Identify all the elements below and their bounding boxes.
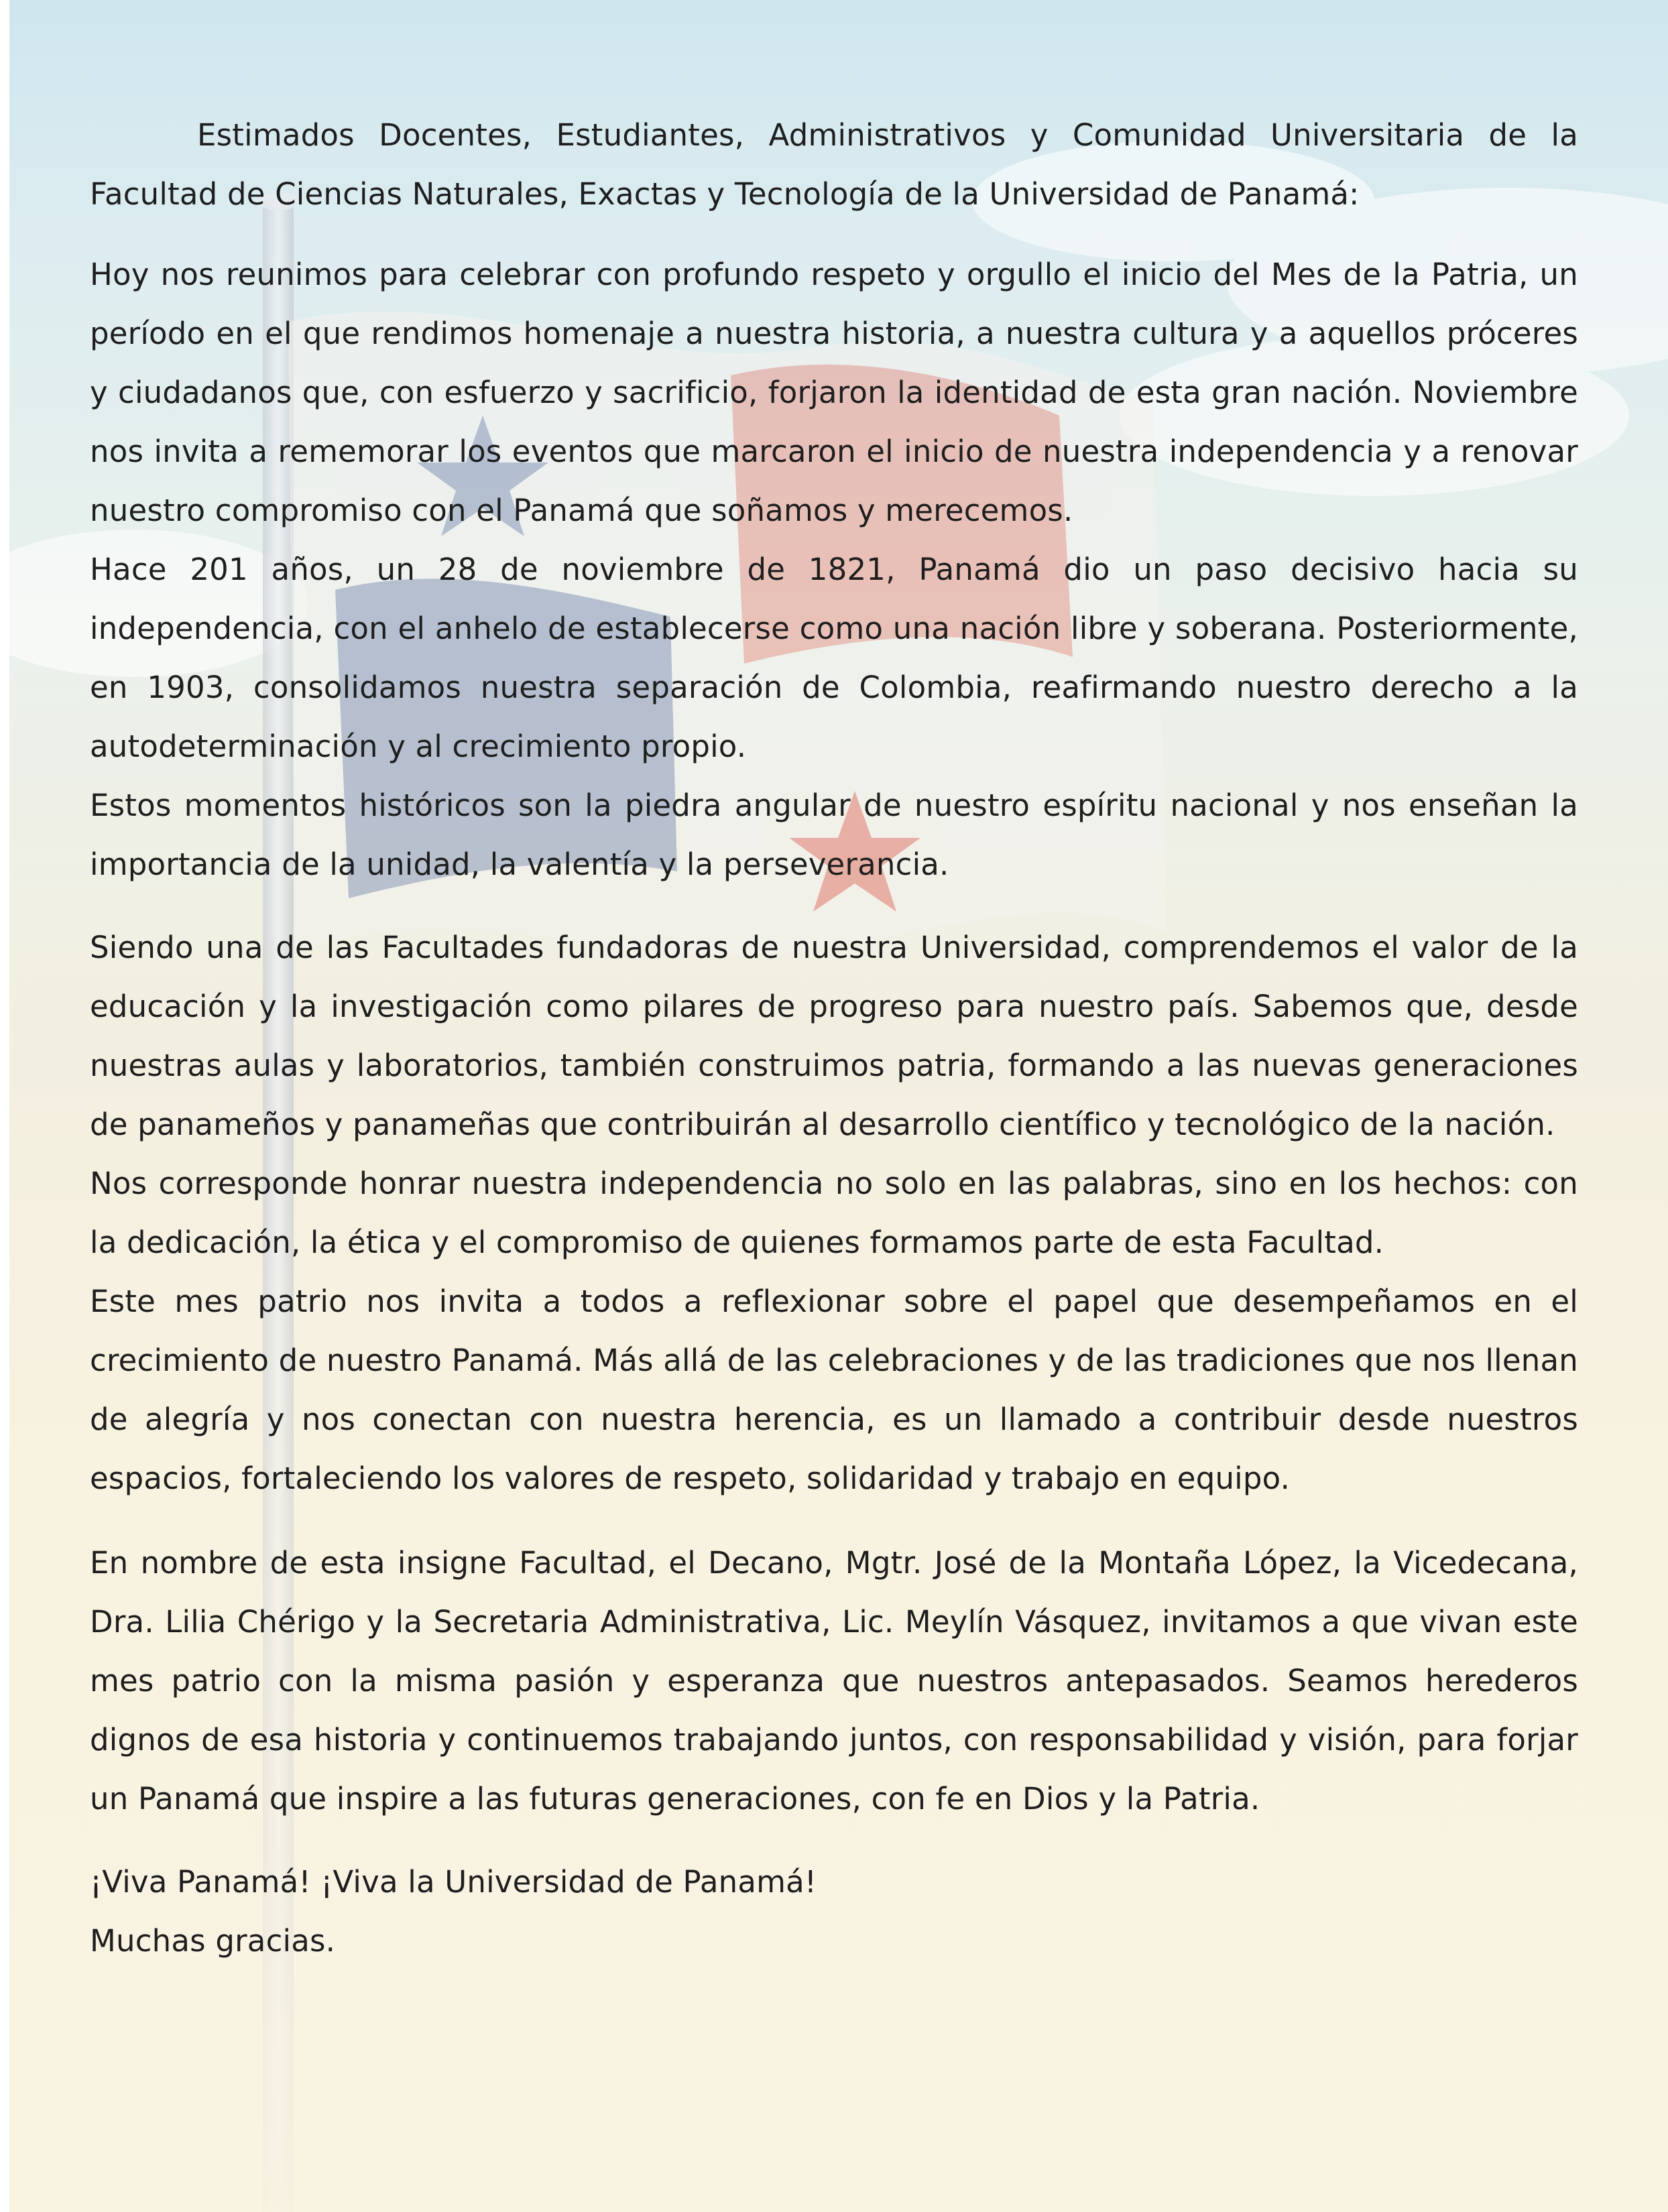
- paragraph-honrar-independencia: Nos corresponde honrar nuestra independencia no solo en las palabras, sino en los hechos: con la dedicación, la ética y el compromiso de quienes formamos parte de esta Facultad.: [90, 1166, 1578, 1260]
- letter-greeting: Estimados Docentes, Estudiantes, Administrativos y Comunidad Universitaria de la Facultad de Ciencias Naturales, Exactas y Tecnología de la Universidad de Panamá:: [90, 117, 1578, 212]
- closing-thanks: Muchas gracias.: [90, 1923, 336, 1959]
- letter-body: [90, 106, 1578, 1971]
- paragraph-facultad-fundadora: Siendo una de las Facultades fundadoras de nuestra Universidad, comprendemos el valor de la educación y la investigación como pilares de progreso para nuestro país. Sabemos que, desde nuestras aulas y laboratorios, también construimos patria, formando a las nuevas generaciones de panameños y panameñas que contribuirán al desarrollo científico y tecnológico de la nación.: [90, 930, 1578, 1142]
- paragraph-1821-independencia: Hace 201 años, un 28 de noviembre de 1821, Panamá dio un paso decisivo hacia su independencia, con el anhelo de establecerse como una nación libre y soberana. Posteriormente, en 1903, consolidamos nuestra separación de Colombia, reafirmando nuestro derecho a la autodeterminación y al crecimiento propio.: [90, 552, 1578, 764]
- paragraph-mes-patrio-reflexion: Este mes patrio nos invita a todos a reflexionar sobre el papel que desempeñamos en el crecimiento de nuestro Panamá. Más allá de las celebraciones y de las tradiciones que nos llenan de alegría y nos conectan con nuestra herencia, es un llamado a contribuir desde nuestros espacios, fortaleciendo los valores de respeto, solidaridad y trabajo en equipo.: [90, 1284, 1578, 1496]
- paragraph-momentos-historicos: Estos momentos históricos son la piedra angular de nuestro espíritu nacional y nos enseñan la importancia de la unidad, la valentía y la perseverancia.: [90, 788, 1578, 882]
- paragraph-autoridades-invitacion: En nombre de esta insigne Facultad, el Decano, Mgtr. José de la Montaña López, la Vicedecana, Dra. Lilia Chérigo y la Secretaria Administrativa, Lic. Meylín Vásquez, invitamos a que vivan este mes patrio con la misma pasión y esperanza que nuestros antepasados. Seamos herederos dignos de esa historia y continuemos trabajando juntos, con responsabilidad y visión, para forjar un Panamá que inspire a las futuras generaciones, con fe en Dios y la Patria.: [90, 1545, 1578, 1817]
- letter-closing: [90, 1853, 1578, 1971]
- closing-cheer: ¡Viva Panamá! ¡Viva la Universidad de Panamá!: [90, 1864, 817, 1900]
- page-left-margin-strip: [0, 0, 9, 2212]
- paragraph-mes-de-la-patria: Hoy nos reunimos para celebrar con profundo respeto y orgullo el inicio del Mes de la Patria, un período en el que rendimos homenaje a nuestra historia, a nuestra cultura y a aquellos próceres y ciudadanos que, con esfuerzo y sacrificio, forjaron la identidad de esta gran nación. Noviembre nos invita a rememorar los eventos que marcaron el inicio de nuestra independencia y a renovar nuestro compromiso con el Panamá que soñamos y merecemos.: [90, 257, 1578, 528]
